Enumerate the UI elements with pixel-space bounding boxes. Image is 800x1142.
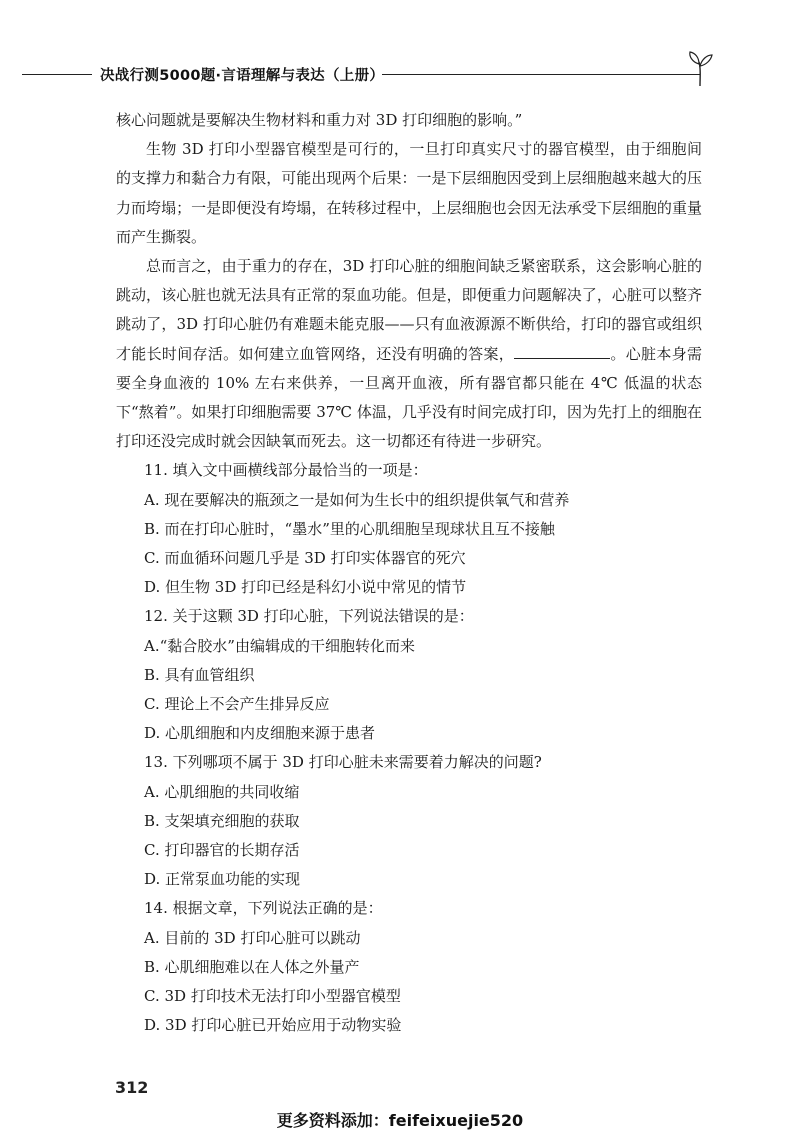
question-stem: 11. 填入文中画横线部分最恰当的一项是： bbox=[144, 461, 428, 480]
footer-note: 更多资料添加：feifeixuejie520 bbox=[276, 1111, 524, 1130]
header-rule-right bbox=[382, 74, 700, 75]
answer-option: B. 支架填充细胞的获取 bbox=[144, 811, 300, 830]
answer-option: D. 正常泵血功能的实现 bbox=[144, 870, 301, 889]
answer-option: B. 而在打印心脏时，“墨水”里的心肌细胞呈现球状且互不接触 bbox=[144, 519, 555, 538]
page-body bbox=[116, 106, 702, 1041]
question-stem: 13. 下列哪项不属于 3D 打印心脏未来需要着力解决的问题? bbox=[144, 753, 542, 772]
answer-option: C. 打印器官的长期存活 bbox=[144, 841, 300, 860]
answer-option: A. 目前的 3D 打印心脏可以跳动 bbox=[144, 928, 361, 947]
passage-paragraph bbox=[116, 252, 702, 456]
answer-option: A. 现在要解决的瓶颈之一是如何为生长中的组织提供氧气和营养 bbox=[144, 490, 570, 509]
answer-option: D. 3D 打印心脏已开始应用于动物实验 bbox=[144, 1016, 402, 1035]
answer-option: A. 心肌细胞的共同收缩 bbox=[144, 782, 300, 801]
answer-option: C. 3D 打印技术无法打印小型器官模型 bbox=[144, 987, 401, 1006]
passage-text: 。心脏本身需要全身血液的 10% 左右来供养，一旦离开血液，所有器官都只能在 4℃ 低温的状态下“熬着”。如果打印细胞需要 37℃ 体温，几乎没有时间完成打印，因为先打上的细胞在打印还没完成时就会因缺氧而死去。这一切都还有待进一步研究。 bbox=[116, 344, 702, 451]
answer-option: D. 但生物 3D 打印已经是科幻小说中常见的情节 bbox=[144, 578, 467, 597]
answer-option: B. 心肌细胞难以在人体之外量产 bbox=[144, 957, 360, 976]
answer-option: C. 理论上不会产生排异反应 bbox=[144, 695, 330, 714]
page-number: 312 bbox=[115, 1078, 149, 1097]
sprout-icon bbox=[686, 48, 716, 88]
book-title: 决战行测5000题·言语理解与表达（上册） bbox=[100, 68, 385, 84]
question-stem: 12. 关于这颗 3D 打印心脏，下列说法错误的是： bbox=[144, 607, 474, 626]
header-rule-left bbox=[22, 74, 92, 75]
passage-paragraph: 核心问题就是要解决生物材料和重力对 3D 打印细胞的影响。” bbox=[116, 111, 523, 129]
running-header bbox=[0, 62, 800, 86]
answer-option: D. 心肌细胞和内皮细胞来源于患者 bbox=[144, 724, 376, 743]
answer-option: B. 具有血管组织 bbox=[144, 665, 255, 684]
fill-in-blank bbox=[514, 340, 610, 359]
passage-paragraph: 生物 3D 打印小型器官模型是可行的，一旦打印真实尺寸的器官模型，由于细胞间的支撑力和黏合力有限，可能出现两个后果：一是下层细胞因受到上层细胞越来越大的压力而垮塌；一是即便没有垮塌，在转移过程中，上层细胞也会因无法承受下层细胞的重量而产生撕裂。 bbox=[116, 140, 702, 246]
question-stem: 14. 根据文章，下列说法正确的是： bbox=[144, 899, 383, 918]
passage-text: 总而言之，由于重力的存在，3D 打印心脏的细胞间缺乏紧密联系，这会影响心脏的跳动，该心脏也就无法具有正常的泵血功能。但是，即便重力问题解决了，心脏可以整齐跳动了，3D 打印心脏仍有难题未能克服——只有血液源源不断供给，打印的器官或组织才能长时间存活。如何建立血管网络，还没有明确的答案， bbox=[116, 257, 702, 363]
answer-option: C. 而血循环问题几乎是 3D 打印实体器官的死穴 bbox=[144, 549, 466, 568]
answer-option: A.“黏合胶水”由编辑成的干细胞转化而来 bbox=[144, 636, 415, 655]
